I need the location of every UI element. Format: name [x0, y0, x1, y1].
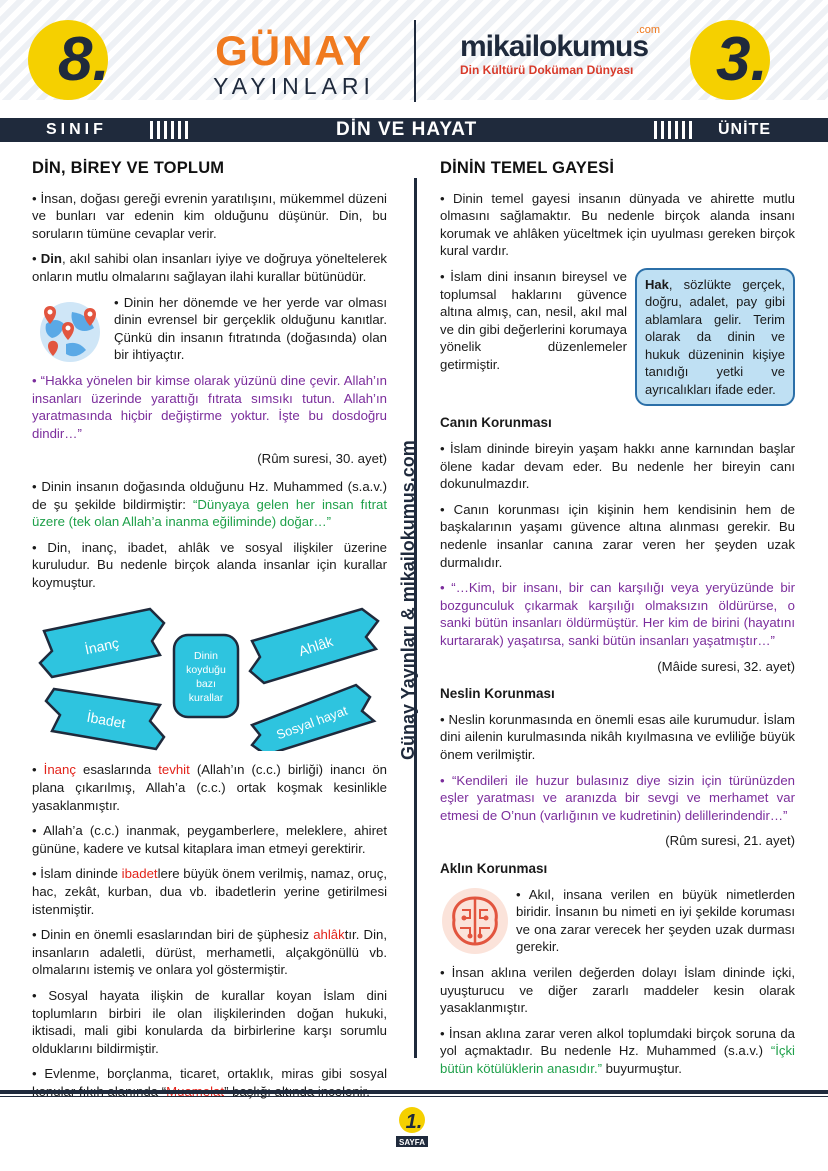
center-line-3: bazı — [196, 678, 216, 691]
paragraph: • İslam dininde bireyin yaşam hakkı anne karnından başlar ölene kadar devam eder. Bu nedenle her bireyin canı dokunulmazdır. — [440, 441, 795, 492]
publisher-logo — [204, 27, 384, 100]
subheading-akil: Aklın Korunması — [440, 860, 548, 876]
grade-label: SINIF — [46, 121, 107, 138]
paragraph: • İslam dini insanın bireysel ve toplumsal haklarını güvence altına almış, can, nesil, akıl mal ve din gibi değerlerini korumaya yönelik düzenlemeler getirmiştir. — [440, 268, 627, 372]
header-divider — [414, 20, 416, 102]
paragraph: • Allah’a (c.c.) inanmak, peygamberlere, meleklere, ahiret gününe, kadere ve kutsal kitaplara iman etmeyi gerektirir. — [32, 823, 387, 856]
page-label: SAYFA — [399, 1138, 425, 1147]
page-number: 1. — [405, 1111, 423, 1133]
footer-rule — [0, 1090, 828, 1094]
rules-diagram — [32, 601, 387, 751]
quote-rum-30: • “Hakka yönelen bir kimse olarak yüzünü dine çevir. Allah’ın insanları üzerinde yarattığı fıtrata sımsıkı tutun. Allah’ın yaratmasında hiçbir değiştirme yoktur. İşte bu dosdoğru dindir…” — [32, 372, 387, 441]
paragraph: • İnsan, doğası gereği evrenin yaratılışını, mükemmel düzeni ve bunları var edenin kim olduğunu düşünür. Din, bu soruların tümüne cevaplar verir. — [32, 190, 387, 241]
label-ibadet: İbadet — [85, 709, 127, 732]
center-line-4: kurallar — [188, 692, 224, 705]
paragraph: • Din, akıl sahibi olan insanları iyiye ve doğruya yöneltelerek onların mutlu olmalarını sağlayan ilahi kurallar bütünüdür. — [32, 251, 387, 284]
subheading-can: Canın Korunması — [440, 415, 552, 431]
quote-rum-21: • “Kendileri ile huzur bulasınız diye sizin için türünüzden eşler yaratması ve aranızda bir sevgi ve merhamet var etmesi de O’nun (varlığının ve kudretinin) delillerindendir…” — [440, 772, 795, 823]
hak-row — [440, 268, 795, 407]
vertical-watermark-text: Günay Yayınları & mikailokumus.com — [398, 440, 418, 760]
center-box — [174, 635, 238, 717]
page-title: DİN VE HAYAT — [336, 119, 478, 140]
right-column — [440, 160, 795, 1085]
paragraph: • Dinin insanın doğasında olduğunu Hz. Muhammed (s.a.v.) de şu şekilde bildirmiştir: “Dünyaya gelen her insan fıtrat üzere (tek olan Allah’a inanma eğiliminde) doğar…” — [32, 478, 387, 530]
site-logo-tagline: Din Kültürü Doküman Dünyası — [460, 63, 634, 77]
unit-label: ÜNİTE — [718, 121, 771, 138]
reference-rum-21: (Rûm suresi, 21. ayet) — [665, 833, 795, 849]
site-logo-name: mikailokumus — [460, 30, 649, 63]
quote-maide-32: • “…Kim, bir insanı, bir can karşılığı veya yeryüzünde bir bozgunculuk çıkarmak karşılığı olmaksızın öldürürse, o sanki bütün insanları öldürmüştür. Her kim de birini (hayatını kurtararak) yaşatırsa, sanki bütün insanları yaşatmıştır…” — [440, 580, 795, 648]
section-title-temel-gaye: DİNİN TEMEL GAYESİ — [440, 159, 615, 177]
paragraph: • Dinin en önemli esaslarından biri de şüphesiz ahlâktır. Din, insanların adaletli, dürüst, merhametli, alçakgönüllü vb. olmalarını istemiş ve onlara yol göstermiştir. — [32, 927, 387, 978]
footer-rule-thin — [0, 1096, 828, 1097]
paragraph: • Akıl, insana verilen en büyük nimetlerden biridir. İnsanın bu nimeti en iyi şekilde koruması ve ona zarar verecek her şeyden uzak durması gerekir. — [516, 886, 795, 955]
page-header — [0, 0, 828, 145]
paragraph: • İslam dininde ibadetlere büyük önem verilmiş, namaz, oruç, hac, zekât, kurban, dua vb. ibadetlerin yerine getirilmesi istenmiştir. — [32, 866, 387, 917]
page-number-badge — [390, 1100, 434, 1150]
globe-icon — [32, 294, 108, 364]
rules-diagram-svg — [32, 601, 387, 751]
left-column — [32, 160, 387, 1109]
paragraph: • Sosyal hayata ilişkin de kurallar koyan İslam dini toplumların birbiri ile olan ilişkilerinden doğan hukuki, iktisadi, mali gibi konularda da birbirlerine karşı sorumlu olduklarını bildirmiştir. — [32, 988, 387, 1056]
site-logo-com: .com — [636, 24, 660, 36]
center-line-2: koyduğu — [186, 664, 226, 677]
brain-icon — [440, 886, 510, 956]
reference-rum-30: (Rûm suresi, 30. ayet) — [257, 451, 387, 467]
paragraph: • Din, inanç, ibadet, ahlâk ve sosyal ilişkiler üzerine kuruludur. Bu nedenle birçok alanda insanlar için kurallar koymuştur. — [32, 539, 387, 590]
brain-row — [440, 886, 795, 956]
title-bar-stripes-left — [150, 121, 190, 139]
publisher-logo-sub: YAYINLARI — [213, 73, 375, 99]
section-title-din-birey: DİN, BİREY VE TOPLUM — [32, 159, 225, 177]
paragraph: • Dinin her dönemde ve her yerde var olması dinin evrensel bir gerçeklik olduğunu kanıtlar. Çünkü din insanın fıtratında (doğasında) olan bir ihtiyaçtır. — [114, 294, 387, 363]
paragraph: • İnsan aklına zarar veren alkol toplumdaki birçok soruna da yol açmaktadır. Bu nedenle Hz. Muhammed (s.a.v.) “İçki bütün kötülüklerin anasıdır.” buyurmuştur. — [440, 1025, 795, 1076]
grade-number: 8. — [58, 25, 110, 94]
globe-row — [32, 294, 387, 364]
paragraph: • Canın korunması için kişinin hem kendisinin hem de başkalarının yaşamı güvence altına alınması gerekir. Bu nedenle insanlar canına zarar veren her şeyden uzak durmalıdır. — [440, 501, 795, 570]
paragraph: • Dinin temel gayesi insanın dünyada ve ahirette mutlu olmasını sağlamaktır. Bu nedenle birçok alanda insanı korumak ve ahlâken yüceltmek için uyulması gereken birçok kural vardır. — [440, 190, 795, 259]
label-inanc: İnanç — [83, 635, 121, 658]
publisher-logo-name: GÜNAY — [215, 27, 373, 74]
unit-number: 3. — [716, 25, 768, 94]
paragraph: • Neslin korunmasında en önemli esas aile kurumudur. İslam dini ailenin kurulmasında nikâh kıyılmasına ve evliliğe büyük önem verilmiştir. — [440, 711, 795, 762]
hak-definition-box: Hak, sözlükte gerçek, doğru, adalet, pay gibi ablamlara gelir. Terim olarak da dinin ve hukuk düzeninin kişiye tanıdığı yetki ve ayrıcalıkları ifade eder. — [635, 268, 795, 407]
paragraph: • İnsan aklına verilen değerden dolayı İslam dininde içki, uyuşturucu ve diğer zararlı maddeler kesin olarak yasaklanmıştır. — [440, 964, 795, 1016]
paragraph: • İnanç esaslarında tevhit (Allah’ın (c.c.) birliği) inancı ön plana çıkarılmış, Allah’a (c.c.) ortak koşmak kesinlikle yasaklanmıştır. — [32, 762, 388, 813]
site-logo — [460, 24, 670, 78]
label-ahlak: Ahlâk — [296, 633, 335, 660]
title-bar-stripes-right — [654, 121, 694, 139]
paragraph: • Evlenme, borçlanma, ticaret, ortaklık, miras gibi sosyal — [32, 1066, 387, 1082]
center-line-1: Dinin — [194, 650, 218, 663]
label-sosyal-hayat: Sosyal hayat — [274, 703, 350, 743]
reference-maide-32: (Mâide suresi, 32. ayet) — [657, 658, 795, 674]
subheading-nesil: Neslin Korunması — [440, 686, 555, 702]
